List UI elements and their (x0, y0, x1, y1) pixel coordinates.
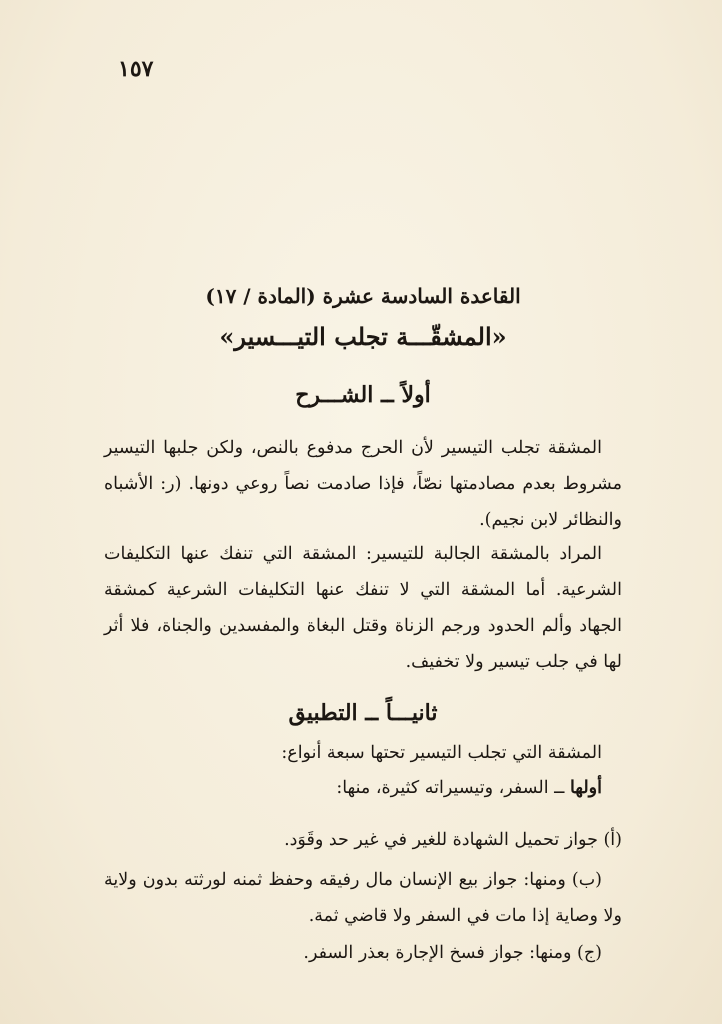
explain-paragraph-2 (104, 536, 622, 680)
list-item-a (104, 822, 622, 858)
apply-intro-text: المشقة التي تجلب التيسير تحتها سبعة أنواع: (281, 743, 602, 763)
list-item-b (104, 862, 622, 934)
apply-first-text: ــ السفر، وتيسيراته كثيرة، منها: (336, 778, 570, 798)
explain-paragraph-2-text: المراد بالمشقة الجالبة للتيسير: المشقة التي تنفك عنها التكليفات الشرعية. أما المشقة التي لا تنفك عنها التكليفات الشرعية كمشقة الجهاد وألم الحدود ورجم الزناة وقتل البغاة والمفسدين والجناة، فلا أثر لها في جلب تيسير ولا تخفيف. (104, 544, 622, 672)
explain-paragraph-1 (104, 430, 622, 538)
list-item-c-text: (ج) ومنها: جواز فسخ الإجارة بعذر السفر. (303, 943, 602, 963)
apply-intro (104, 735, 622, 771)
list-item-c (104, 935, 622, 971)
explain-paragraph-1-text: المشقة تجلب التيسير لأن الحرج مدفوع بالنص، ولكن جلبها التيسير مشروط بعدم مصادمتها نصّاً، فإذا صادمت نصاً روعي دونها. (ر: الأشباه والنظائر لابن نجيم). (104, 438, 622, 530)
apply-first-label: أولها (569, 778, 602, 798)
apply-first-type (104, 770, 622, 806)
section-explain-heading: أولاً ــ الشـــرح (295, 382, 431, 408)
list-item-b-text: (ب) ومنها: جواز بيع الإنسان مال رفيقه وحفظ ثمنه لورثته بدون ولاية ولا وصاية إذا مات في السفر ولا قاضي ثمة. (104, 870, 622, 926)
section-apply-heading: ثانيـــاً ــ التطبيق (288, 700, 438, 726)
rule-title: القاعدة السادسة عشرة (المادة / ١٧) (205, 284, 521, 308)
list-item-a-text: (أ) جواز تحميل الشهادة للغير في غير حد وقَوَد. (284, 830, 622, 850)
page-number: ١٥٧ (118, 56, 154, 82)
rule-name: «المشقّـــة تجلب التيـــسير» (219, 322, 507, 351)
